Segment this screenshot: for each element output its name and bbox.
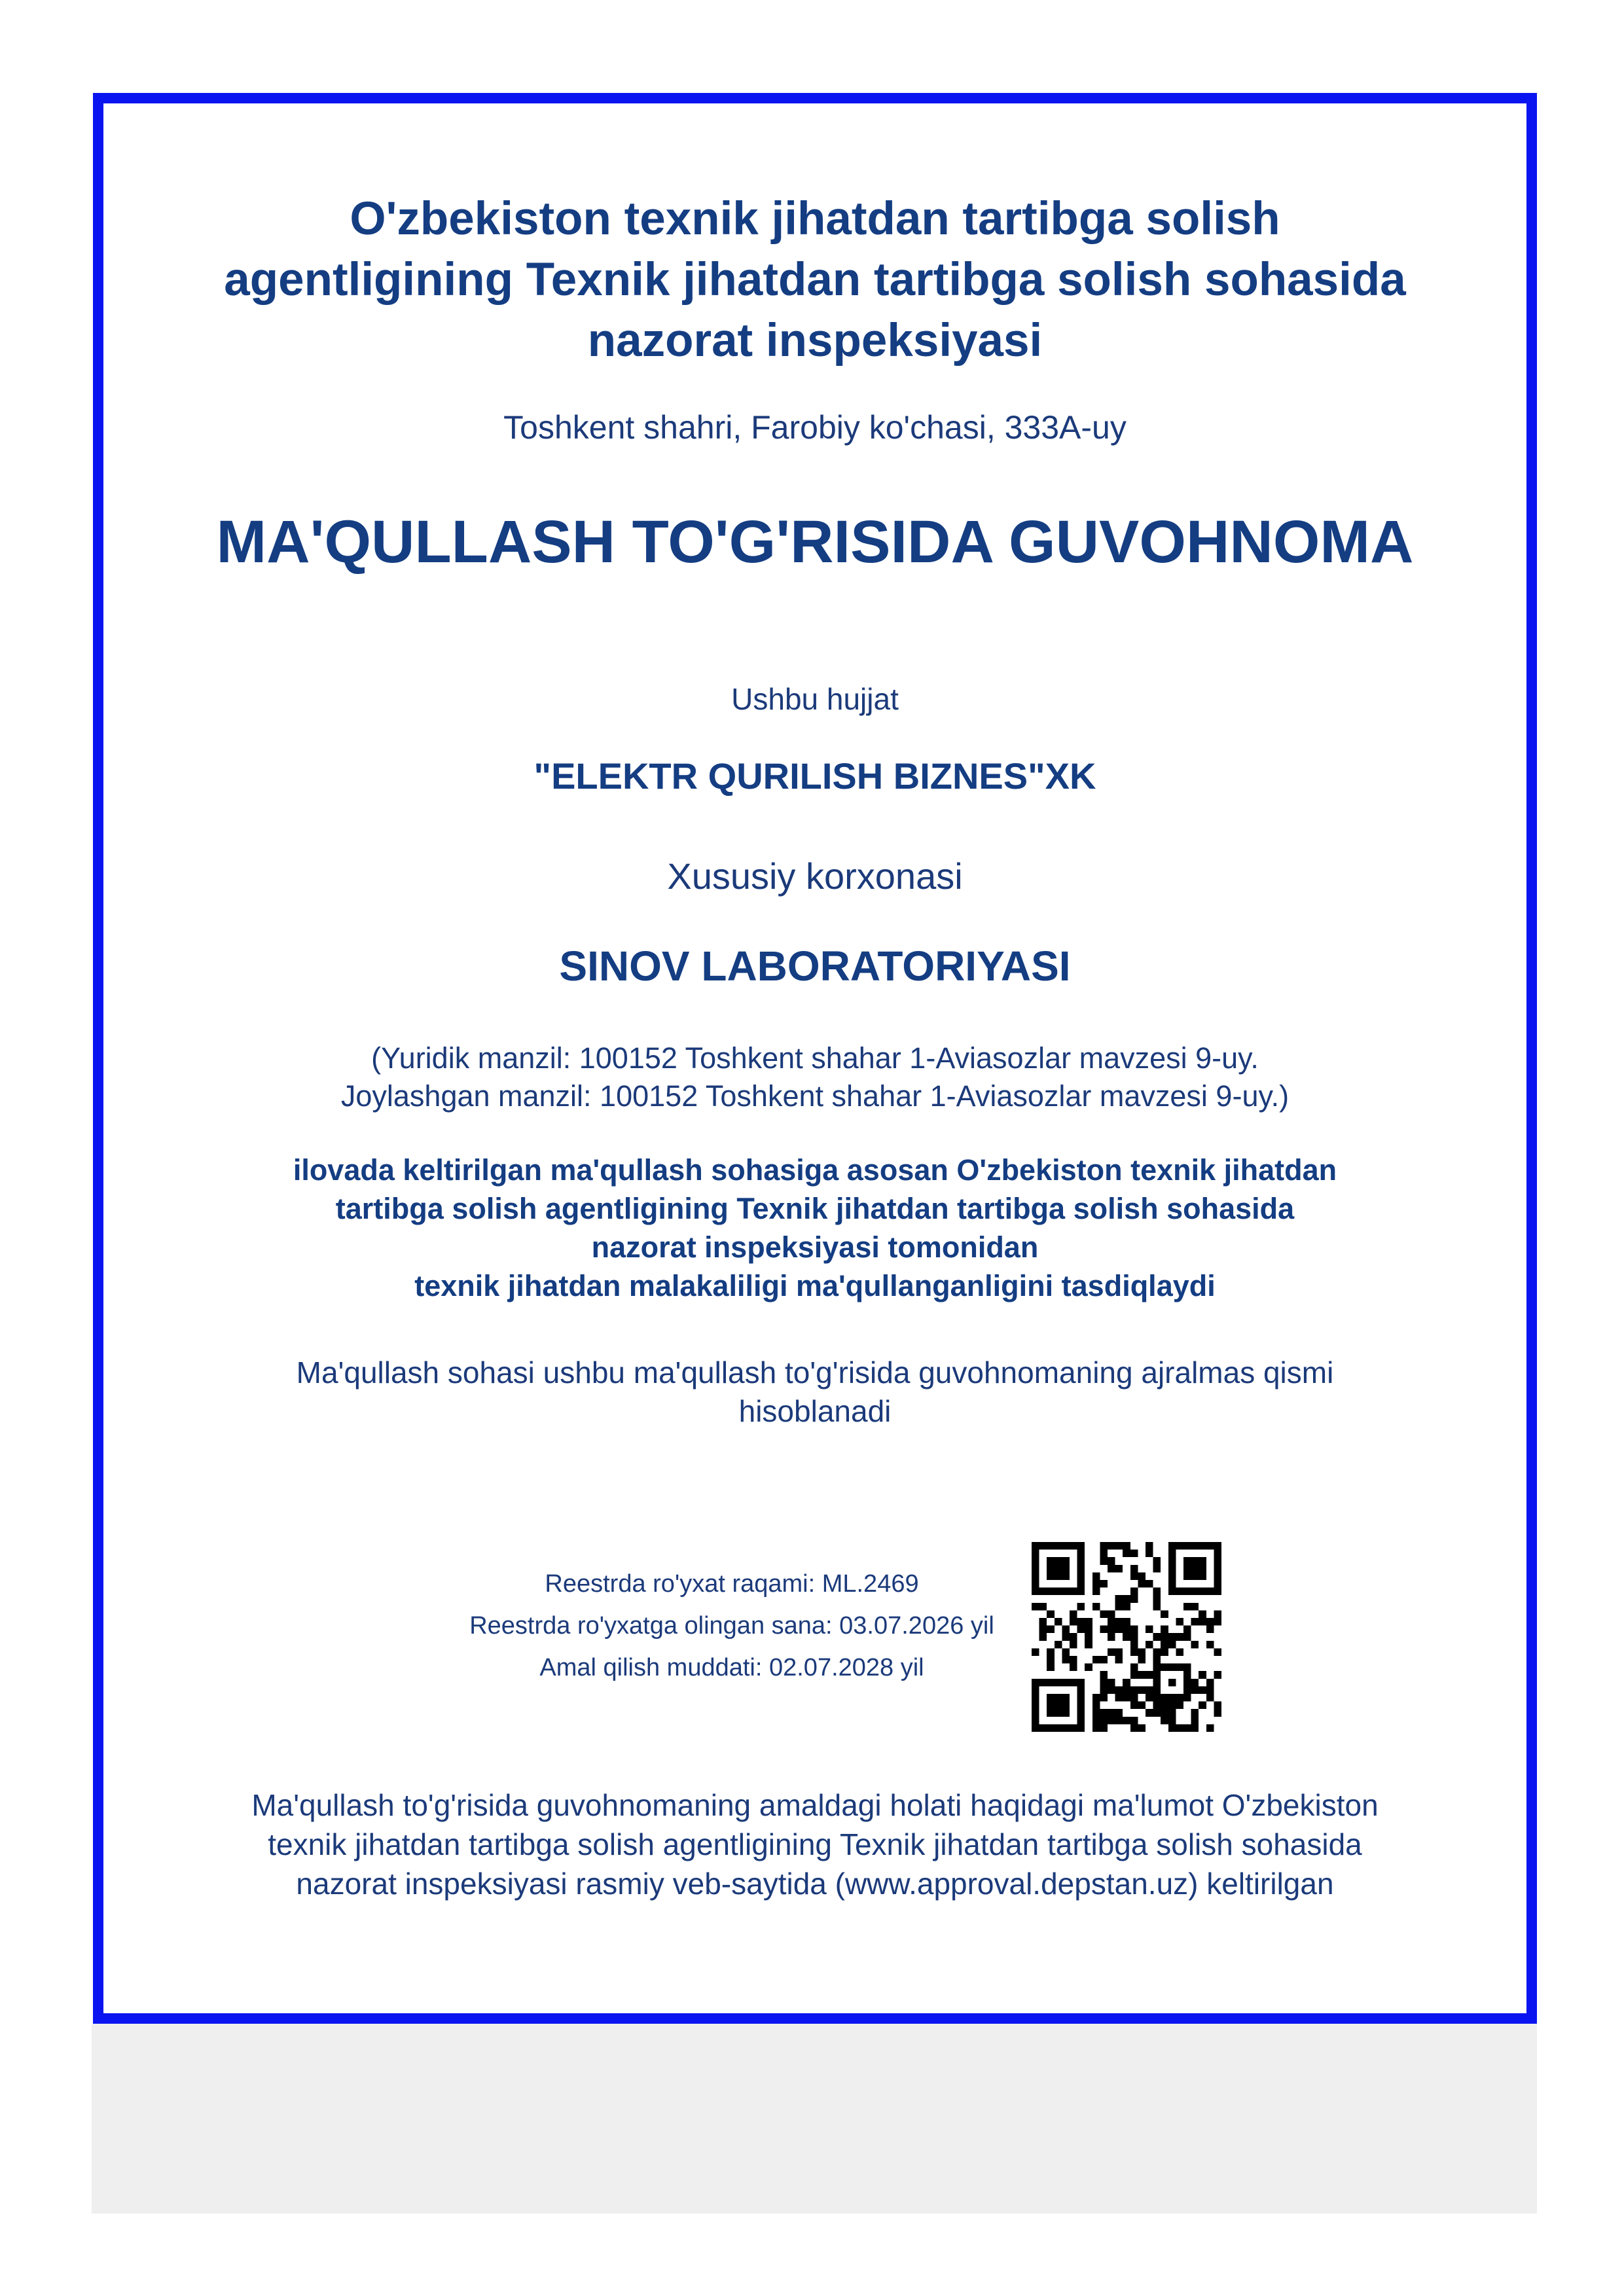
- authority-line: agentligining Texnik jihatdan tartibga solish sohasida: [224, 254, 1406, 306]
- validity-period: Amal qilish muddati: 02.07.2028 yil: [539, 1654, 924, 1681]
- legal-address-line: (Yuridik manzil: 100152 Toshkent shahar 1-Aviasozlar mavzesi 9-uy.: [371, 1041, 1259, 1075]
- certificate-title: MA'QULLASH TO'G'RISIDA GUVOHNOMA: [216, 509, 1414, 575]
- confirmation-line: texnik jihatdan malakaliligi ma'qullanganligini tasdiqlaydi: [414, 1269, 1216, 1302]
- lab-title: SINOV LABORATORIYASI: [559, 942, 1071, 990]
- company-name: "ELEKTR QURILISH BIZNES"XK: [533, 755, 1096, 797]
- located-address-line: Joylashgan manzil: 100152 Toshkent shahar 1-Aviasozlar mavzesi 9-uy.): [340, 1079, 1290, 1113]
- certificate-frame: [93, 93, 1537, 2024]
- confirmation-line: ilovada keltirilgan ma'qullash sohasiga asosan O'zbekiston texnik jihatdan: [293, 1153, 1337, 1187]
- footer-line: nazorat inspeksiyasi rasmiy veb-saytida (www.approval.depstan.uz) keltirilgan: [296, 1867, 1334, 1901]
- authority-heading: [103, 188, 1526, 371]
- confirmation-text: [103, 1151, 1526, 1305]
- qr-code-icon: [1032, 1542, 1221, 1732]
- registration-date: Reestrda ro'yxatga olingan sana: 03.07.2026 yil: [469, 1612, 994, 1640]
- intro-text: Ushbu hujjat: [731, 682, 899, 716]
- company-type: Xususiy korxonasi: [667, 855, 963, 897]
- authority-line: nazorat inspeksiyasi: [587, 315, 1043, 367]
- legal-address: [103, 1039, 1526, 1115]
- scope-line: hisoblanadi: [738, 1394, 892, 1428]
- confirmation-line: tartibga solish agentligining Texnik jihatdan tartibga solish sohasida: [335, 1192, 1295, 1225]
- scope-note: [103, 1354, 1526, 1431]
- footer-line: texnik jihatdan tartibga solish agentligining Texnik jihatdan tartibga solish sohasida: [268, 1827, 1362, 1861]
- registration-info: [365, 1563, 1098, 1689]
- authority-line: O'zbekiston texnik jihatdan tartibga solish: [350, 193, 1280, 245]
- confirmation-line: nazorat inspeksiyasi tomonidan: [591, 1230, 1039, 1264]
- authority-address: Toshkent shahri, Farobiy ko'chasi, 333A-uy: [503, 409, 1127, 446]
- scope-line: Ma'qullash sohasi ushbu ma'qullash to'g'risida guvohnomaning ajralmas qismi: [296, 1355, 1334, 1390]
- registration-number: Reestrda ro'yxat raqami: ML.2469: [545, 1570, 919, 1598]
- footer-note: [103, 1785, 1526, 1903]
- footer-line: Ma'qullash to'g'risida guvohnomaning amaldagi holati haqidagi ma'lumot O'zbekiston: [251, 1788, 1379, 1822]
- page-bottom-band: [92, 2024, 1537, 2214]
